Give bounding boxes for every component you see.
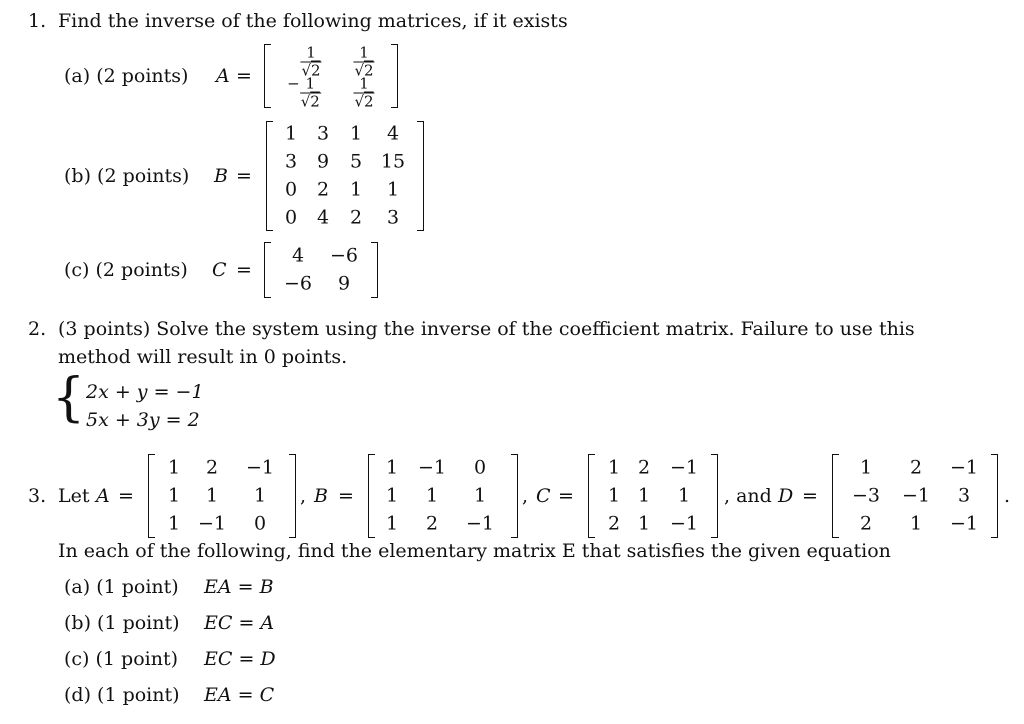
q3b-label: (b) (1 point) [64, 612, 180, 634]
system-eq2: 5x + 3y = 2 [86, 409, 200, 431]
matrix-cell: 1 [349, 122, 363, 145]
matrix-a-3x3 [148, 454, 296, 538]
q1-text: Find the inverse of the following matrices, if it exists [58, 10, 568, 32]
q1c-label: (c) (2 points) [64, 259, 188, 281]
matrix-cell: 15 [380, 150, 406, 173]
matrix-cell: 1 [385, 484, 399, 507]
matrix-cell: −1 [669, 512, 699, 535]
matrix-cell: 1 [607, 484, 621, 507]
q3-number: 3. [28, 485, 47, 507]
q3-instruction: In each of the following, find the elementary matrix E that satisfies the given equation [58, 540, 891, 562]
matrix-cell: −1 [669, 456, 699, 479]
matrix-cell: 3 [386, 206, 400, 229]
q1-number: 1. [28, 10, 47, 32]
matrix-cell: $\frac{1}{√2}$ [301, 43, 321, 80]
q1c-eq: = [236, 259, 252, 281]
q1a-label: (a) (2 points) [64, 65, 189, 87]
matrix-cell: −6 [329, 244, 359, 267]
matrix-cell: 1 [386, 178, 400, 201]
q3-eq-b: = [338, 485, 354, 507]
matrix-cell: 0 [284, 206, 298, 229]
matrix-cell: 5 [349, 150, 363, 173]
matrix-cell: 1 [205, 484, 219, 507]
matrix-b-4x4 [266, 121, 424, 231]
matrix-cell: 0 [284, 178, 298, 201]
q3c-eq: EC = D [204, 648, 276, 670]
matrix-cell: 9 [337, 272, 351, 295]
matrix-cell: 4 [386, 122, 400, 145]
matrix-cell: 1 [473, 484, 487, 507]
matrix-a-2x2 [264, 43, 398, 111]
q2-line1: (3 points) Solve the system using the inverse of the coefficient matrix. Failure to use this [58, 318, 915, 340]
matrix-cell: −1 [949, 456, 979, 479]
q3b-eq: EC = A [204, 612, 275, 634]
matrix-cell: 1 [284, 122, 298, 145]
matrix-cell: 1 [385, 456, 399, 479]
q3-sep-d: , and [724, 485, 772, 507]
matrix-cell: 1 [167, 484, 181, 507]
q3-let: Let [58, 485, 90, 507]
matrix-cell: −6 [283, 272, 313, 295]
q3a-eq: EA = B [204, 576, 274, 598]
q3d-label: (d) (1 point) [64, 684, 180, 706]
matrix-cell: 2 [859, 512, 873, 535]
matrix-cell: 9 [316, 150, 330, 173]
matrix-cell: 2 [637, 456, 651, 479]
q3d-eq: EA = C [204, 684, 275, 706]
matrix-cell: 2 [316, 178, 330, 201]
matrix-b-3x3 [368, 454, 518, 538]
q3-var-b: B [314, 485, 328, 507]
matrix-cell: 0 [473, 456, 487, 479]
q3-sep-b: , [300, 485, 307, 507]
matrix-cell: 1 [167, 512, 181, 535]
matrix-cell: $\frac{1}{√2}$ [354, 43, 374, 80]
matrix-cell: 1 [637, 484, 651, 507]
matrix-cell: −1 [417, 456, 447, 479]
q1a-var: A [216, 65, 230, 87]
matrix-cell: 4 [291, 244, 305, 267]
matrix-cell: 3 [284, 150, 298, 173]
q3-var-d: D [778, 485, 794, 507]
matrix-cell: 1 [637, 512, 651, 535]
matrix-cell: 2 [607, 512, 621, 535]
matrix-cell: 0 [253, 512, 267, 535]
q1b-eq: = [236, 165, 252, 187]
matrix-d-3x3 [832, 454, 998, 538]
q1a-eq: = [236, 65, 252, 87]
q3-eq-a: = [118, 485, 134, 507]
matrix-cell: 2 [349, 206, 363, 229]
matrix-cell: 1 [253, 484, 267, 507]
matrix-cell: 3 [316, 122, 330, 145]
q1b-label: (b) (2 points) [64, 165, 190, 187]
matrix-cell: −1 [245, 456, 275, 479]
matrix-c-3x3 [588, 454, 718, 538]
matrix-cell: −1 [197, 512, 227, 535]
q3-sep-c: , [522, 485, 529, 507]
matrix-cell: 2 [909, 456, 923, 479]
matrix-cell: −1 [949, 512, 979, 535]
q3c-label: (c) (1 point) [64, 648, 179, 670]
q3-var-a: A [96, 485, 110, 507]
matrix-c-2x2 [264, 242, 378, 298]
q3-eq-d: = [802, 485, 818, 507]
matrix-cell: $\frac{1}{√2}$ [354, 74, 374, 111]
matrix-cell: 1 [425, 484, 439, 507]
matrix-cell: 2 [425, 512, 439, 535]
matrix-cell: −1 [901, 484, 931, 507]
matrix-cell: 4 [316, 206, 330, 229]
q3-period: . [1004, 485, 1011, 507]
q1b-var: B [214, 165, 228, 187]
system-eq1: 2x + y = −1 [86, 381, 204, 403]
matrix-cell: 1 [385, 512, 399, 535]
matrix-cell: − $\frac{1}{√2}$ [287, 74, 320, 111]
matrix-cell: 3 [957, 484, 971, 507]
matrix-cell: 2 [205, 456, 219, 479]
q2-number: 2. [28, 318, 47, 340]
matrix-cell: 1 [677, 484, 691, 507]
q3-var-c: C [536, 485, 551, 507]
matrix-cell: 1 [607, 456, 621, 479]
q3a-label: (a) (1 point) [64, 576, 179, 598]
q3-eq-c: = [558, 485, 574, 507]
matrix-cell: 1 [859, 456, 873, 479]
q2-line2: method will result in 0 points. [58, 346, 348, 368]
matrix-cell: −1 [465, 512, 495, 535]
q1c-var: C [212, 259, 227, 281]
matrix-cell: −3 [851, 484, 881, 507]
matrix-cell: 1 [909, 512, 923, 535]
matrix-cell: 1 [167, 456, 181, 479]
matrix-cell: 1 [349, 178, 363, 201]
system-brace: { [52, 368, 86, 428]
